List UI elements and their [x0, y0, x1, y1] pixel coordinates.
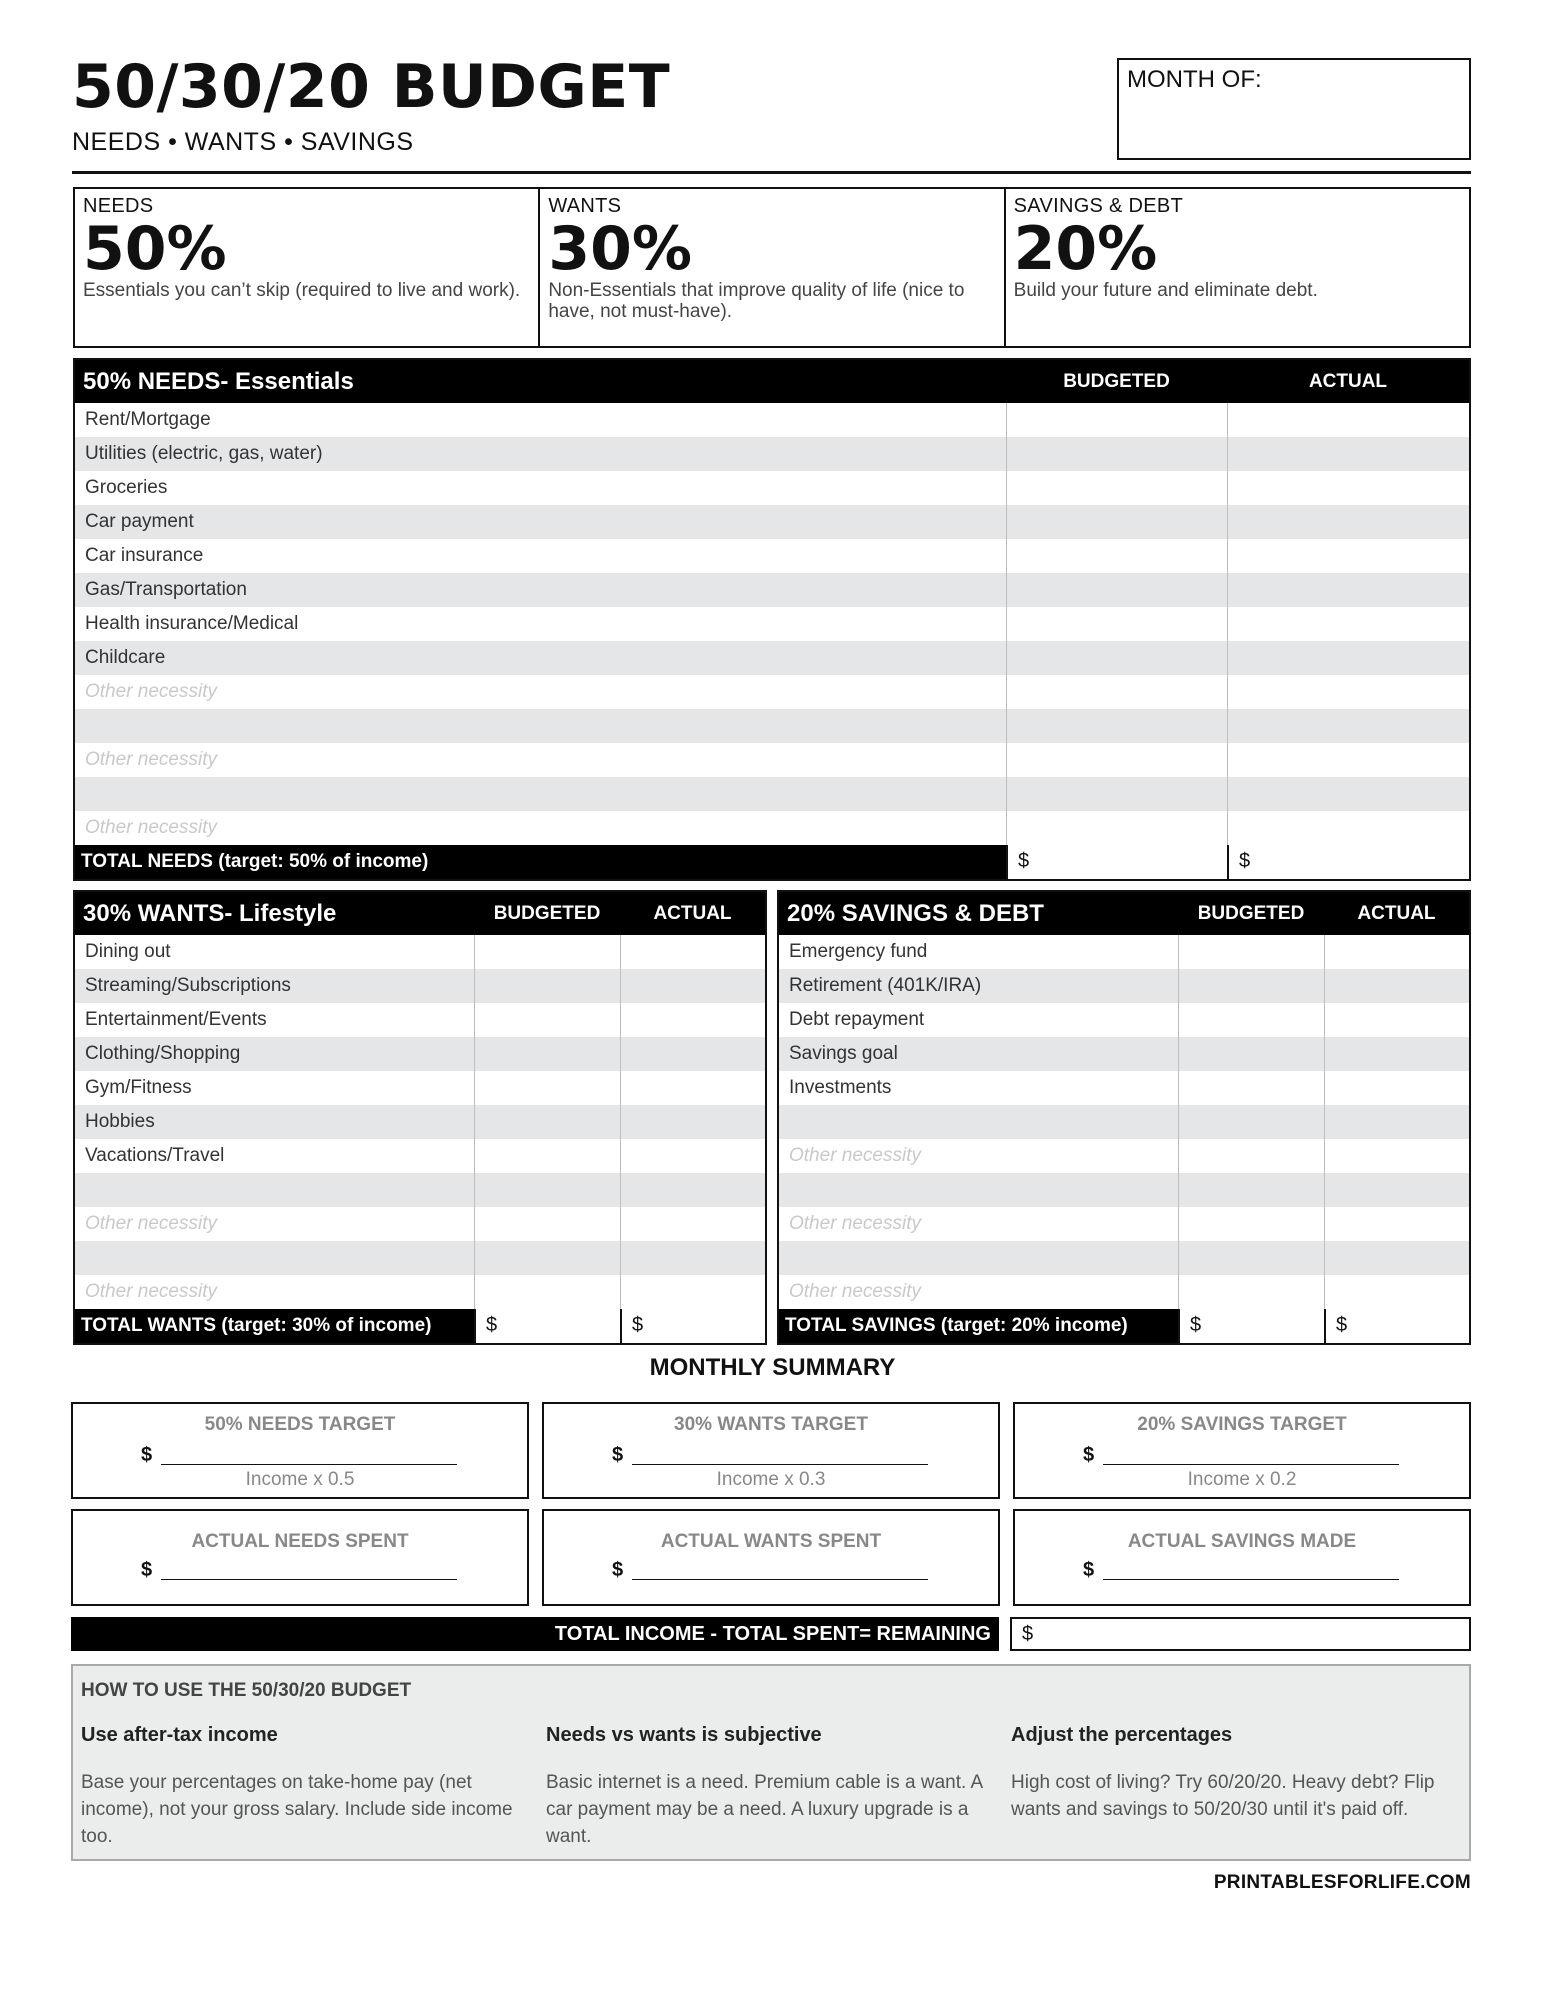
actual-cell[interactable]	[1324, 1173, 1469, 1207]
table-row	[75, 1207, 765, 1241]
actual-column-header: ACTUAL	[1357, 902, 1436, 924]
actual-cell[interactable]	[620, 1037, 765, 1071]
table-row	[779, 935, 1469, 969]
row-label	[779, 1173, 1178, 1207]
entry-line	[161, 1464, 457, 1465]
needs-total-budgeted[interactable]: $	[1006, 845, 1227, 879]
overview-desc: Build your future and eliminate debt.	[1013, 280, 1318, 301]
row-label: Groceries	[85, 477, 168, 498]
actual-cell[interactable]	[1227, 403, 1469, 437]
row-label: Other necessity	[85, 749, 217, 770]
needs-table-header	[75, 360, 1469, 403]
actual-cell[interactable]	[1227, 709, 1469, 743]
savings-table-title: 20% SAVINGS & DEBT	[787, 899, 1044, 927]
table-row	[779, 1139, 1469, 1173]
table-row	[75, 607, 1469, 641]
budgeted-cell[interactable]	[1006, 437, 1227, 471]
budgeted-cell[interactable]	[1178, 1241, 1324, 1275]
row-label: Gas/Transportation	[85, 579, 247, 600]
wants-rows	[75, 935, 765, 1309]
budgeted-cell[interactable]	[1178, 1207, 1324, 1241]
needs-total-actual[interactable]: $	[1227, 845, 1469, 879]
budgeted-cell[interactable]	[474, 1241, 620, 1275]
wants-total-budgeted[interactable]: $	[474, 1309, 620, 1343]
budgeted-cell[interactable]	[1178, 1003, 1324, 1037]
actual-cell[interactable]	[1324, 1241, 1469, 1275]
budgeted-column-header: BUDGETED	[493, 902, 601, 924]
table-row	[75, 1037, 765, 1071]
table-row	[779, 1071, 1469, 1105]
budgeted-column-header: BUDGETED	[1197, 902, 1305, 924]
entry-line	[1103, 1464, 1399, 1465]
budgeted-cell[interactable]	[474, 1275, 620, 1309]
budgeted-cell[interactable]	[1178, 935, 1324, 969]
row-label: Rent/Mortgage	[85, 409, 211, 430]
actual-cell[interactable]	[1324, 1071, 1469, 1105]
budgeted-cell[interactable]	[1178, 1071, 1324, 1105]
row-label	[75, 709, 1006, 743]
currency-sign: $	[141, 1559, 153, 1581]
needs-total-label: TOTAL NEEDS (target: 50% of income)	[75, 845, 1006, 879]
entry-line	[161, 1579, 457, 1580]
budgeted-cell[interactable]	[1006, 403, 1227, 437]
remaining-label: TOTAL INCOME - TOTAL SPENT= REMAINING	[71, 1617, 999, 1651]
row-label	[75, 1241, 474, 1275]
table-row	[75, 675, 1469, 709]
row-label: Clothing/Shopping	[85, 1043, 241, 1064]
footer-website: PRINTABLESFORLIFE.COM	[1213, 1872, 1471, 1893]
budgeted-cell[interactable]	[1006, 675, 1227, 709]
budgeted-cell[interactable]	[1006, 743, 1227, 777]
wants-target-title: 30% WANTS TARGET	[674, 1414, 868, 1435]
budgeted-cell[interactable]	[1006, 811, 1227, 845]
savings-table	[777, 890, 1471, 1345]
table-row	[75, 811, 1469, 845]
table-row	[779, 1003, 1469, 1037]
table-row	[75, 471, 1469, 505]
how-to-col-adjust	[1011, 1724, 1456, 1823]
how-to-col-income	[81, 1724, 526, 1850]
how-to-text: Basic internet is a need. Premium cable is a want. A car payment may be a need. A luxury upgrade is a want.	[546, 1772, 983, 1847]
actual-cell[interactable]	[1324, 1275, 1469, 1309]
row-label: Emergency fund	[789, 941, 928, 962]
wants-table-header	[75, 892, 765, 935]
needs-table-title: 50% NEEDS- Essentials	[83, 367, 354, 395]
overview-label: WANTS	[548, 195, 622, 217]
actual-cell[interactable]	[620, 1207, 765, 1241]
budgeted-cell[interactable]	[1006, 505, 1227, 539]
actual-cell[interactable]	[1227, 437, 1469, 471]
wants-total-row	[75, 1309, 765, 1343]
table-row	[75, 709, 1469, 743]
actual-cell[interactable]	[1227, 743, 1469, 777]
monthly-summary-title: MONTHLY SUMMARY	[649, 1354, 896, 1381]
row-label: Streaming/Subscriptions	[85, 975, 291, 996]
actual-cell[interactable]	[1324, 1003, 1469, 1037]
wants-total-label: TOTAL WANTS (target: 30% of income)	[75, 1309, 474, 1343]
budgeted-cell[interactable]	[474, 1207, 620, 1241]
table-row	[75, 969, 765, 1003]
how-to-heading: Needs vs wants is subjective	[546, 1724, 822, 1746]
actual-needs-box[interactable]	[71, 1509, 529, 1606]
wants-table-title: 30% WANTS- Lifestyle	[83, 899, 337, 927]
savings-total-row	[779, 1309, 1469, 1343]
actual-cell[interactable]	[1324, 1105, 1469, 1139]
actual-cell[interactable]	[1324, 969, 1469, 1003]
budgeted-cell[interactable]	[1006, 539, 1227, 573]
actual-savings-title: ACTUAL SAVINGS MADE	[1127, 1531, 1357, 1552]
table-row	[75, 505, 1469, 539]
row-label: Other necessity	[789, 1281, 921, 1302]
budgeted-cell[interactable]	[474, 1173, 620, 1207]
needs-target-note: Income x 0.5	[245, 1469, 355, 1490]
actual-cell[interactable]	[1227, 811, 1469, 845]
month-label: MONTH OF:	[1127, 66, 1262, 93]
entry-line	[632, 1579, 928, 1580]
currency-sign: $	[1083, 1559, 1095, 1581]
currency-sign: $	[1083, 1444, 1095, 1466]
how-to-use-panel	[71, 1664, 1471, 1861]
actual-cell[interactable]	[620, 969, 765, 1003]
budgeted-cell[interactable]	[1178, 1037, 1324, 1071]
actual-wants-title: ACTUAL WANTS SPENT	[660, 1531, 882, 1552]
budgeted-cell[interactable]	[474, 1105, 620, 1139]
row-label: Health insurance/Medical	[85, 613, 299, 634]
table-row	[75, 1173, 765, 1207]
budgeted-cell[interactable]	[1006, 641, 1227, 675]
how-to-heading: Use after-tax income	[81, 1724, 278, 1746]
budgeted-cell[interactable]	[474, 1071, 620, 1105]
budgeted-cell[interactable]	[1178, 1173, 1324, 1207]
wants-table	[73, 890, 767, 1345]
row-label: Dining out	[85, 941, 171, 962]
overview-savings-card	[1004, 189, 1469, 346]
row-label: Other necessity	[85, 817, 217, 838]
row-label	[779, 1241, 1178, 1275]
row-label	[779, 1105, 1178, 1139]
currency-sign: $	[612, 1559, 624, 1581]
page-title: 50/30/20 BUDGET	[72, 52, 671, 122]
row-label: Childcare	[85, 647, 166, 668]
actual-cell[interactable]	[620, 1105, 765, 1139]
budgeted-column-header: BUDGETED	[1063, 370, 1170, 392]
actual-cell[interactable]	[1227, 675, 1469, 709]
actual-cell[interactable]	[1227, 641, 1469, 675]
budgeted-cell[interactable]	[1006, 573, 1227, 607]
row-label: Investments	[789, 1077, 892, 1098]
table-row	[75, 1003, 765, 1037]
row-label: Utilities (electric, gas, water)	[85, 443, 323, 464]
how-to-text: Base your percentages on take-home pay (net income), not your gross salary. Include side income too.	[81, 1772, 513, 1847]
entry-line	[632, 1464, 928, 1465]
wants-target-note: Income x 0.3	[716, 1469, 826, 1490]
actual-cell[interactable]	[1324, 1037, 1469, 1071]
table-row	[75, 1105, 765, 1139]
needs-target-box[interactable]	[71, 1402, 529, 1499]
row-label: Savings goal	[789, 1043, 898, 1064]
overview-desc: Non-Essentials that improve quality of life (nice to have, not must-have).	[548, 280, 965, 322]
overview-wants-card	[538, 189, 1003, 346]
wants-total-actual[interactable]: $	[620, 1309, 765, 1343]
row-label: Hobbies	[85, 1111, 155, 1132]
table-row	[75, 641, 1469, 675]
how-to-col-subjective	[546, 1724, 991, 1850]
table-row	[779, 1275, 1469, 1309]
savings-total-budgeted[interactable]: $	[1178, 1309, 1324, 1343]
row-label: Other necessity	[85, 1213, 217, 1234]
needs-total-row	[75, 845, 1469, 879]
table-row	[75, 777, 1469, 811]
budgeted-cell[interactable]	[474, 935, 620, 969]
how-to-text: High cost of living? Try 60/20/20. Heavy debt? Flip wants and savings to 50/20/30 until it's paid off.	[1011, 1772, 1435, 1820]
overview-needs-card	[75, 189, 538, 346]
savings-total-label: TOTAL SAVINGS (target: 20% income)	[779, 1309, 1178, 1343]
table-row	[75, 1241, 765, 1275]
header-divider	[72, 171, 1471, 174]
overview-percent: 20%	[1013, 214, 1158, 284]
needs-rows	[75, 403, 1469, 845]
overview-label: NEEDS	[83, 195, 154, 217]
row-label: Car insurance	[85, 545, 204, 566]
actual-cell[interactable]	[1227, 573, 1469, 607]
actual-column-header: ACTUAL	[1308, 370, 1388, 392]
actual-needs-title: ACTUAL NEEDS SPENT	[191, 1531, 409, 1552]
table-row	[75, 935, 765, 969]
overview-cards	[73, 187, 1471, 348]
budgeted-cell[interactable]	[474, 969, 620, 1003]
actual-column-header: ACTUAL	[653, 902, 732, 924]
table-row	[779, 1037, 1469, 1071]
month-field[interactable]	[1117, 58, 1471, 160]
budgeted-cell[interactable]	[1006, 607, 1227, 641]
row-label: Car payment	[85, 511, 194, 532]
table-row	[75, 743, 1469, 777]
table-row	[75, 539, 1469, 573]
budgeted-cell[interactable]	[1178, 969, 1324, 1003]
table-row	[779, 1105, 1469, 1139]
row-label: Other necessity	[85, 681, 217, 702]
actual-savings-box[interactable]	[1013, 1509, 1471, 1606]
actual-cell[interactable]	[620, 1241, 765, 1275]
budgeted-cell[interactable]	[474, 1037, 620, 1071]
savings-target-box[interactable]	[1013, 1402, 1471, 1499]
actual-cell[interactable]	[620, 1003, 765, 1037]
overview-percent: 30%	[548, 214, 692, 284]
actual-cell[interactable]	[1324, 935, 1469, 969]
how-to-use-title: HOW TO USE THE 50/30/20 BUDGET	[81, 1680, 412, 1701]
savings-rows	[779, 935, 1469, 1309]
needs-table	[73, 358, 1471, 881]
remaining-field[interactable]: $	[1010, 1617, 1471, 1651]
actual-cell[interactable]	[1227, 607, 1469, 641]
row-label: Other necessity	[789, 1145, 921, 1166]
actual-cell[interactable]	[1227, 471, 1469, 505]
overview-desc: Essentials you can’t skip (required to live and work).	[83, 280, 521, 301]
actual-cell[interactable]	[1227, 505, 1469, 539]
row-label: Entertainment/Events	[85, 1009, 267, 1030]
row-label: Retirement (401K/IRA)	[789, 975, 982, 996]
budgeted-cell[interactable]	[474, 1003, 620, 1037]
table-row	[779, 969, 1469, 1003]
savings-table-header	[779, 892, 1469, 935]
table-row	[75, 403, 1469, 437]
table-row	[779, 1241, 1469, 1275]
actual-cell[interactable]	[1324, 1207, 1469, 1241]
table-row	[75, 573, 1469, 607]
currency-sign: $	[612, 1444, 624, 1466]
table-row	[779, 1173, 1469, 1207]
budgeted-cell[interactable]	[1178, 1105, 1324, 1139]
table-row	[779, 1207, 1469, 1241]
currency-sign: $	[141, 1444, 153, 1466]
table-row	[75, 1139, 765, 1173]
budgeted-cell[interactable]	[1178, 1139, 1324, 1173]
budgeted-cell[interactable]	[1006, 471, 1227, 505]
budgeted-cell[interactable]	[1178, 1275, 1324, 1309]
savings-target-note: Income x 0.2	[1187, 1469, 1297, 1490]
table-row	[75, 437, 1469, 471]
row-label: Vacations/Travel	[85, 1145, 225, 1166]
entry-line	[1103, 1579, 1399, 1580]
actual-cell[interactable]	[620, 1139, 765, 1173]
actual-cell[interactable]	[1227, 777, 1469, 811]
actual-cell[interactable]	[1324, 1139, 1469, 1173]
row-label: Other necessity	[789, 1213, 921, 1234]
budgeted-cell[interactable]	[1006, 709, 1227, 743]
how-to-heading: Adjust the percentages	[1011, 1724, 1233, 1746]
row-label	[75, 777, 1006, 811]
table-row	[75, 1071, 765, 1105]
row-label: Gym/Fitness	[85, 1077, 192, 1098]
needs-target-title: 50% NEEDS TARGET	[204, 1414, 396, 1435]
actual-wants-box[interactable]	[542, 1509, 1000, 1606]
actual-cell[interactable]	[1227, 539, 1469, 573]
actual-cell[interactable]	[620, 935, 765, 969]
row-label: Other necessity	[85, 1281, 217, 1302]
actual-cell[interactable]	[620, 1071, 765, 1105]
actual-cell[interactable]	[620, 1275, 765, 1309]
savings-target-title: 20% SAVINGS TARGET	[1137, 1414, 1347, 1435]
row-label: Debt repayment	[789, 1009, 925, 1030]
overview-percent: 50%	[83, 214, 227, 284]
budgeted-cell[interactable]	[1006, 777, 1227, 811]
page-subtitle: NEEDS • WANTS • SAVINGS	[72, 128, 414, 156]
actual-cell[interactable]	[620, 1173, 765, 1207]
savings-total-actual[interactable]: $	[1324, 1309, 1469, 1343]
overview-label: SAVINGS & DEBT	[1013, 195, 1184, 217]
budgeted-cell[interactable]	[474, 1139, 620, 1173]
row-label	[75, 1173, 474, 1207]
wants-target-box[interactable]	[542, 1402, 1000, 1499]
table-row	[75, 1275, 765, 1309]
